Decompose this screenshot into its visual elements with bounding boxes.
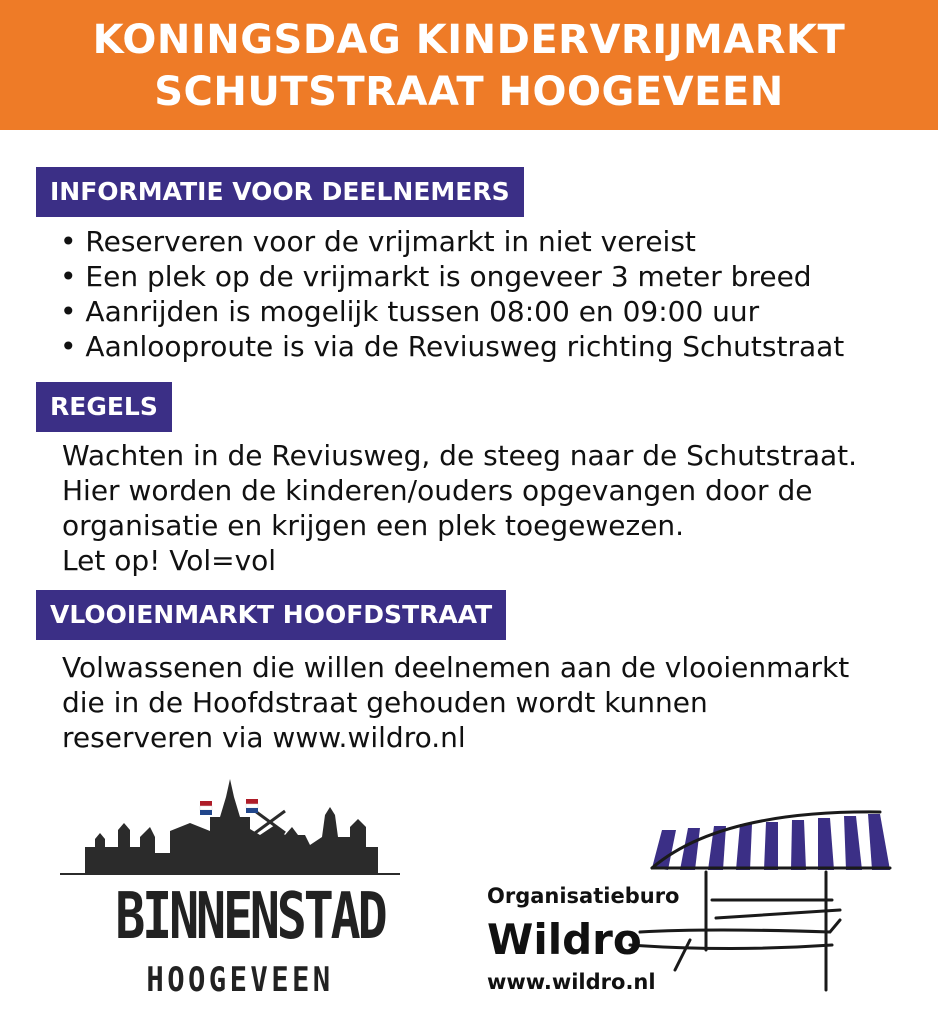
rules-line: Wachten in de Reviusweg, de steeg naar de Schutstraat. bbox=[62, 439, 858, 472]
rules-line: organisatie en krijgen een plek toegewezen. bbox=[62, 509, 685, 542]
wildro-logo-name: Wildro bbox=[487, 915, 642, 964]
page-header bbox=[0, 0, 938, 130]
info-section-title: INFORMATIE VOOR DEELNEMERS bbox=[36, 167, 524, 217]
header-title-line-2: SCHUTSTRAAT HOOGEVEEN bbox=[154, 69, 784, 115]
list-item: • Aanrijden is mogelijk tussen 08:00 en 09:00 uur bbox=[60, 294, 844, 329]
flea-line: die in de Hoofdstraat gehouden wordt kunnen bbox=[62, 686, 708, 719]
list-item: • Reserveren voor de vrijmarkt in niet vereist bbox=[60, 224, 844, 259]
rules-text bbox=[62, 438, 857, 578]
flea-text bbox=[62, 650, 849, 755]
binnenstad-logo-city: HOOGEVEEN bbox=[146, 960, 334, 1000]
flea-line: reserveren via www.wildro.nl bbox=[62, 721, 466, 754]
wildro-logo-org: Organisatieburo bbox=[487, 884, 680, 908]
wildro-logo-url: www.wildro.nl bbox=[487, 970, 656, 994]
rules-section-title: REGELS bbox=[36, 382, 172, 432]
flea-line: Volwassenen die willen deelnemen aan de vlooienmarkt bbox=[62, 651, 850, 684]
list-item: • Een plek op de vrijmarkt is ongeveer 3 meter breed bbox=[60, 259, 844, 294]
header-title-line-1: KONINGSDAG KINDERVRIJMARKT bbox=[92, 17, 846, 63]
rules-line: Let op! Vol=vol bbox=[62, 544, 277, 577]
list-item: • Aanlooproute is via de Reviusweg richting Schutstraat bbox=[60, 329, 844, 364]
flea-section-title: VLOOIENMARKT HOOFDSTRAAT bbox=[36, 590, 506, 640]
info-list bbox=[60, 224, 844, 364]
rules-line: Hier worden de kinderen/ouders opgevangen door de bbox=[62, 474, 813, 507]
binnenstad-logo-name: BINNENSTAD bbox=[115, 880, 385, 954]
